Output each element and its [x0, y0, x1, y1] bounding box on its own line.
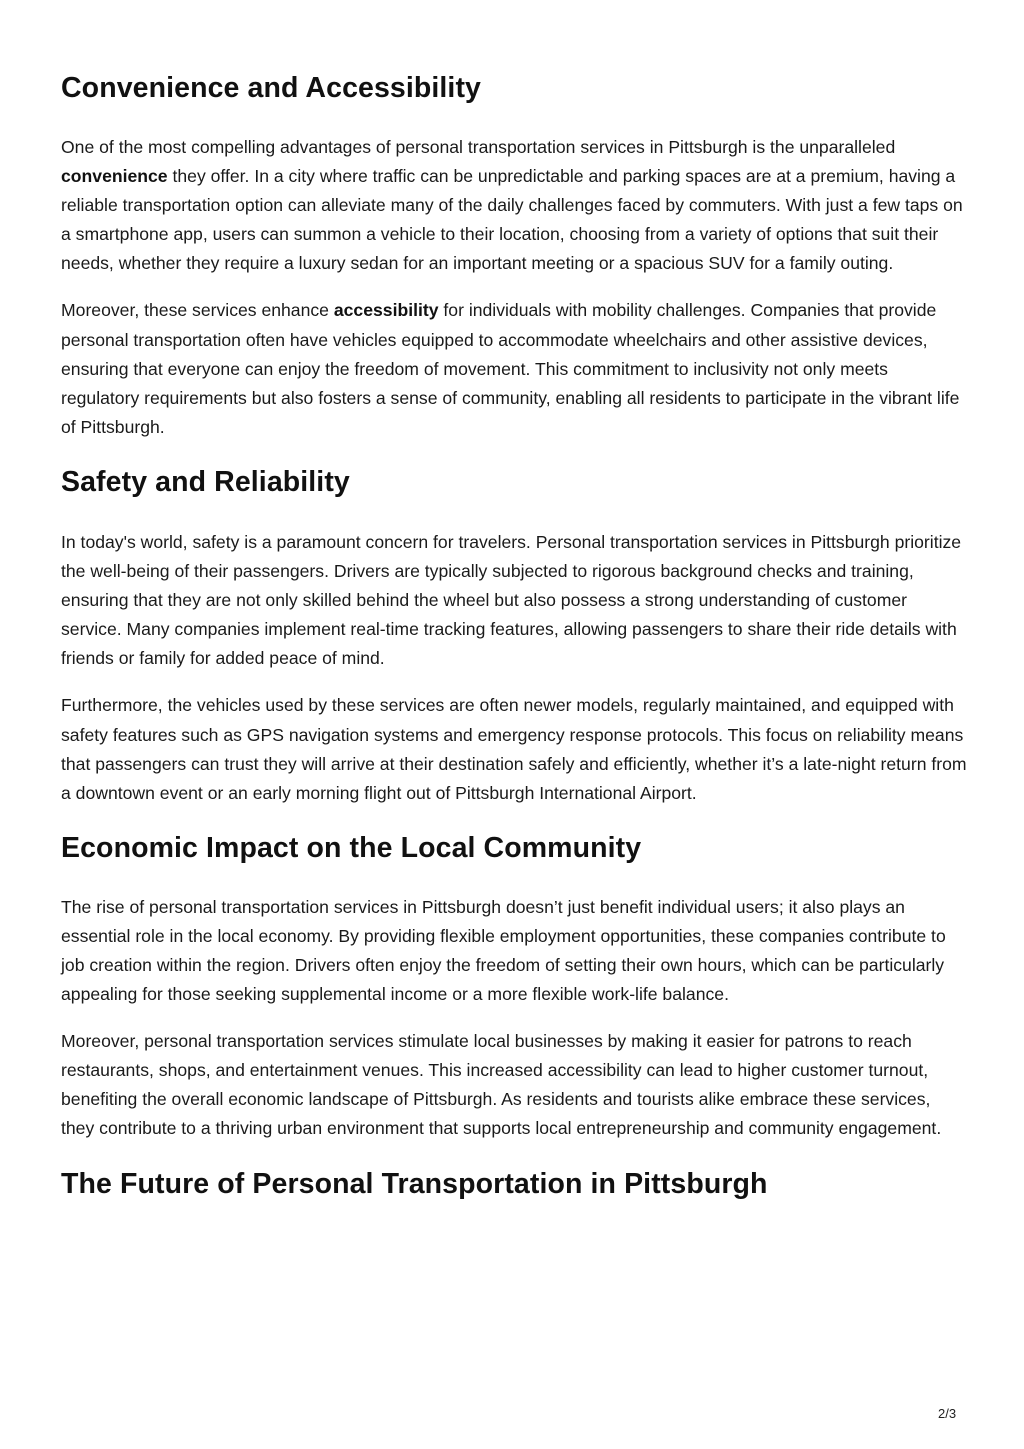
section-heading-safety: Safety and Reliability — [61, 465, 350, 498]
paragraph: In today's world, safety is a paramount concern for travelers. Personal transportation services in Pittsburgh prioritize the well-being of their passengers. Drivers are typically subjected to rigorous background checks and training, ensuring that they are not only skilled behind the wheel but also possess a strong understanding of customer service. Many companies implement real-time tracking features, allowing passengers to share their ride details with friends or family for added peace of mind. — [61, 531, 962, 669]
paragraph — [61, 133, 967, 278]
section-heading-future: The Future of Personal Transportation in Pittsburgh — [61, 1167, 768, 1200]
paragraph: Furthermore, the vehicles used by these services are often newer models, regularly maintained, and equipped with safety features such as GPS navigation systems and emergency response protocols. This focus on reliability means that passengers can trust they will arrive at their destination safely and efficiently, whether it’s a late-night return from a downtown event or an early morning flight out of Pittsburgh International Airport. — [61, 695, 967, 803]
bold-term-accessibility: accessibility — [333, 300, 439, 321]
document-page — [61, 0, 967, 1201]
paragraph-text: Moreover, these services enhance — [61, 300, 334, 321]
bold-term-convenience: convenience — [61, 166, 168, 187]
paragraph: The rise of personal transportation services in Pittsburgh doesn’t just benefit individual users; it also plays an essential role in the local economy. By providing flexible employment opportunities, these companies contribute to job creation within the region. Drivers often enjoy the freedom of setting their own hours, which can be particularly appealing for those seeking supplemental income or a more flexible work-life balance. — [61, 896, 946, 1005]
paragraph-text: they offer. In a city where traffic can be unpredictable and parking spaces are at a premium, having a reliable transportation option can alleviate many of the daily challenges faced by commuters. With just a few taps on a smartphone app, users can summon a vehicle to their location, choosing from a variety of options that suit their needs, whether they require a luxury sedan for an important meeting or a spacious SUV for a family outing. — [61, 166, 963, 274]
paragraph — [61, 296, 967, 441]
paragraph-text: One of the most compelling advantages of personal transportation services in Pittsburgh is the unparalleled — [61, 137, 896, 157]
paragraph: Moreover, personal transportation services stimulate local businesses by making it easier for patrons to reach restaurants, shops, and entertainment venues. This increased accessibility can lead to higher customer turnout, benefiting the overall economic landscape of Pittsburgh. As residents and tourists alike embrace these services, they contribute to a thriving urban environment that supports local entrepreneurship and community engagement. — [61, 1031, 942, 1139]
page-number: 2/3 — [938, 1406, 957, 1421]
paragraph-text: for individuals with mobility challenges. Companies that provide personal transportation often have vehicles equipped to accommodate wheelchairs and other assistive devices, ensuring that everyone can enjoy the freedom of movement. This commitment to inclusivity not only meets regulatory requirements but also fosters a sense of community, enabling all residents to participate in the vibrant life of Pittsburgh. — [61, 300, 960, 437]
section-heading-economic-impact: Economic Impact on the Local Community — [61, 831, 642, 864]
section-heading-convenience: Convenience and Accessibility — [61, 72, 481, 104]
